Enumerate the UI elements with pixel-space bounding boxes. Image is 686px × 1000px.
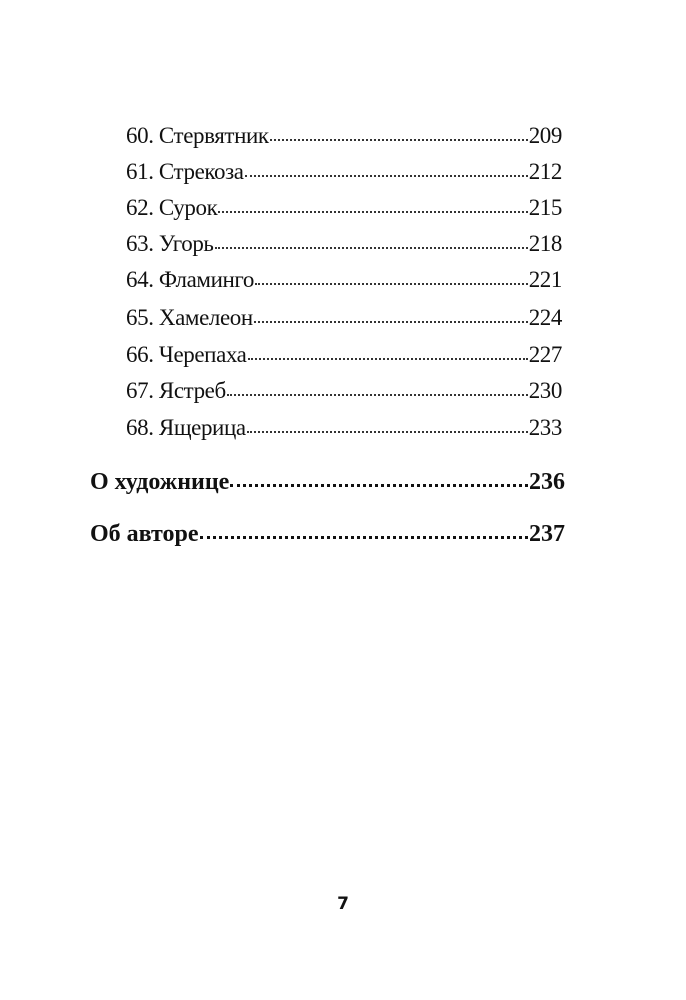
dot-leader [245,175,528,177]
toc-entry-title: 68. Ящерица [126,415,246,440]
dot-leader [200,536,528,539]
toc-entry [126,123,562,149]
dot-leader [218,211,527,213]
toc-section-entry [90,521,565,548]
toc-entry-title: 61. Стрекоза [126,159,244,184]
toc-entry-page: 227 [528,342,562,367]
toc-section-entry [90,469,565,496]
toc-entry-page: 221 [528,267,562,292]
toc-entry-page: 218 [528,231,562,256]
dot-leader [270,139,528,141]
toc-entry-page: 230 [528,378,562,403]
dot-leader [255,283,528,285]
toc-entry-title: 63. Угорь [126,231,214,256]
dot-leader [248,358,528,360]
dot-leader [215,247,528,249]
toc-entry [126,378,562,404]
toc-entry-page: 209 [528,123,562,148]
toc-section-title: О художнице [90,469,230,495]
toc-entry-page: 224 [528,305,562,330]
toc-section-page: 236 [529,469,565,495]
toc-entry [126,305,562,331]
toc-entry [126,159,562,185]
dot-leader [230,484,528,487]
toc-section-title: Об авторе [90,521,199,547]
toc-section-page: 237 [529,521,565,547]
toc-entry-title: 66. Черепаха [126,342,247,367]
toc-entry-title: 62. Сурок [126,195,218,220]
page-number: 7 [337,894,349,914]
toc-entry-title: 60. Стервятник [126,123,269,148]
dot-leader [247,431,528,433]
toc-entry-title: 65. Хамелеон [126,305,253,330]
toc-entry-title: 64. Фламинго [126,267,254,292]
toc-entry [126,415,562,441]
dot-leader [254,321,528,323]
toc-entry [126,195,562,221]
toc-entry [126,231,562,257]
toc-entry [126,342,562,368]
toc-entry-page: 212 [528,159,562,184]
toc-entry-page: 215 [528,195,562,220]
toc-entry [126,267,562,293]
dot-leader [227,394,528,396]
toc-entry-page: 233 [528,415,562,440]
toc-entry-title: 67. Ястреб [126,378,226,403]
